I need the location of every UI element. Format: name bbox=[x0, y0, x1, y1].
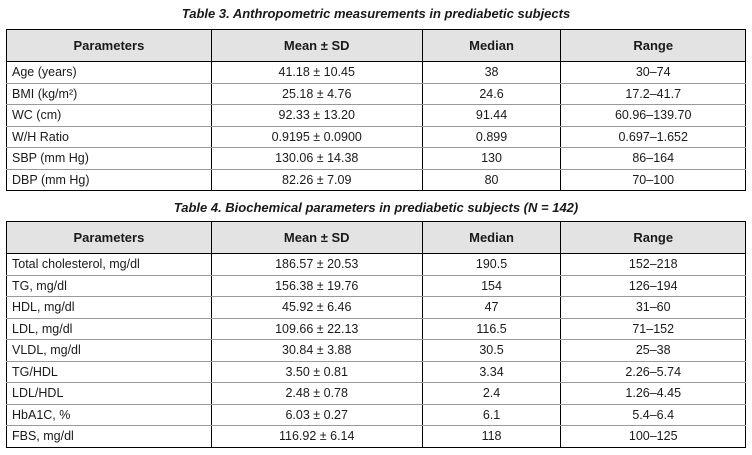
table-row bbox=[7, 126, 746, 148]
table3-header-row bbox=[7, 30, 746, 62]
median-cell: 80 bbox=[422, 169, 561, 191]
table3-header-mean-sd: Mean ± SD bbox=[211, 30, 422, 62]
table-row bbox=[7, 62, 746, 84]
parameter-cell: WC (cm) bbox=[7, 105, 212, 127]
median-cell: 0.899 bbox=[422, 126, 561, 148]
parameter-cell: W/H Ratio bbox=[7, 126, 212, 148]
table-row bbox=[7, 297, 746, 319]
range-cell: 86–164 bbox=[561, 148, 746, 170]
mean-sd-cell: 109.66 ± 22.13 bbox=[211, 318, 422, 340]
range-cell: 71–152 bbox=[561, 318, 746, 340]
table3-header-range: Range bbox=[561, 30, 746, 62]
table-row bbox=[7, 383, 746, 405]
parameter-cell: HbA1C, % bbox=[7, 404, 212, 426]
mean-sd-cell: 3.50 ± 0.81 bbox=[211, 361, 422, 383]
table-row bbox=[7, 105, 746, 127]
table-row bbox=[7, 275, 746, 297]
range-cell: 100–125 bbox=[561, 426, 746, 448]
table4-header-mean-sd: Mean ± SD bbox=[211, 222, 422, 254]
range-cell: 30–74 bbox=[561, 62, 746, 84]
parameter-cell: TG, mg/dl bbox=[7, 275, 212, 297]
table4-header-row bbox=[7, 222, 746, 254]
table-row bbox=[7, 404, 746, 426]
median-cell: 3.34 bbox=[422, 361, 561, 383]
mean-sd-cell: 2.48 ± 0.78 bbox=[211, 383, 422, 405]
mean-sd-cell: 45.92 ± 6.46 bbox=[211, 297, 422, 319]
table4-header-parameters: Parameters bbox=[7, 222, 212, 254]
range-cell: 60.96–139.70 bbox=[561, 105, 746, 127]
parameter-cell: VLDL, mg/dl bbox=[7, 340, 212, 362]
median-cell: 118 bbox=[422, 426, 561, 448]
median-cell: 24.6 bbox=[422, 83, 561, 105]
range-cell: 70–100 bbox=[561, 169, 746, 191]
parameter-cell: SBP (mm Hg) bbox=[7, 148, 212, 170]
parameter-cell: DBP (mm Hg) bbox=[7, 169, 212, 191]
parameter-cell: TG/HDL bbox=[7, 361, 212, 383]
mean-sd-cell: 25.18 ± 4.76 bbox=[211, 83, 422, 105]
parameter-cell: HDL, mg/dl bbox=[7, 297, 212, 319]
range-cell: 2.26–5.74 bbox=[561, 361, 746, 383]
range-cell: 0.697–1.652 bbox=[561, 126, 746, 148]
anthropometric-table bbox=[6, 29, 746, 191]
table-row bbox=[7, 254, 746, 276]
table3-header-median: Median bbox=[422, 30, 561, 62]
table-row bbox=[7, 361, 746, 383]
median-cell: 30.5 bbox=[422, 340, 561, 362]
range-cell: 5.4–6.4 bbox=[561, 404, 746, 426]
table4-header-median: Median bbox=[422, 222, 561, 254]
table-row bbox=[7, 318, 746, 340]
mean-sd-cell: 156.38 ± 19.76 bbox=[211, 275, 422, 297]
median-cell: 190.5 bbox=[422, 254, 561, 276]
median-cell: 91.44 bbox=[422, 105, 561, 127]
median-cell: 2.4 bbox=[422, 383, 561, 405]
mean-sd-cell: 82.26 ± 7.09 bbox=[211, 169, 422, 191]
table-row bbox=[7, 426, 746, 448]
range-cell: 1.26–4.45 bbox=[561, 383, 746, 405]
table4-caption: Table 4. Biochemical parameters in prediabetic subjects (N = 142) bbox=[173, 200, 579, 215]
mean-sd-cell: 130.06 ± 14.38 bbox=[211, 148, 422, 170]
mean-sd-cell: 30.84 ± 3.88 bbox=[211, 340, 422, 362]
mean-sd-cell: 0.9195 ± 0.0900 bbox=[211, 126, 422, 148]
table3-caption: Table 3. Anthropometric measurements in prediabetic subjects bbox=[181, 6, 571, 21]
table3-body bbox=[7, 62, 746, 191]
parameter-cell: BMI (kg/m²) bbox=[7, 83, 212, 105]
table4-body bbox=[7, 254, 746, 448]
median-cell: 154 bbox=[422, 275, 561, 297]
mean-sd-cell: 41.18 ± 10.45 bbox=[211, 62, 422, 84]
table-row bbox=[7, 148, 746, 170]
median-cell: 38 bbox=[422, 62, 561, 84]
range-cell: 17.2–41.7 bbox=[561, 83, 746, 105]
range-cell: 31–60 bbox=[561, 297, 746, 319]
table3-header-parameters: Parameters bbox=[7, 30, 212, 62]
parameter-cell: Age (years) bbox=[7, 62, 212, 84]
mean-sd-cell: 92.33 ± 13.20 bbox=[211, 105, 422, 127]
median-cell: 130 bbox=[422, 148, 561, 170]
range-cell: 126–194 bbox=[561, 275, 746, 297]
biochemical-table bbox=[6, 221, 746, 448]
median-cell: 47 bbox=[422, 297, 561, 319]
range-cell: 25–38 bbox=[561, 340, 746, 362]
parameter-cell: FBS, mg/dl bbox=[7, 426, 212, 448]
parameter-cell: LDL, mg/dl bbox=[7, 318, 212, 340]
mean-sd-cell: 6.03 ± 0.27 bbox=[211, 404, 422, 426]
table-row bbox=[7, 340, 746, 362]
median-cell: 6.1 bbox=[422, 404, 561, 426]
mean-sd-cell: 186.57 ± 20.53 bbox=[211, 254, 422, 276]
parameter-cell: LDL/HDL bbox=[7, 383, 212, 405]
median-cell: 116.5 bbox=[422, 318, 561, 340]
parameter-cell: Total cholesterol, mg/dl bbox=[7, 254, 212, 276]
table-row bbox=[7, 169, 746, 191]
table-row bbox=[7, 83, 746, 105]
range-cell: 152–218 bbox=[561, 254, 746, 276]
mean-sd-cell: 116.92 ± 6.14 bbox=[211, 426, 422, 448]
table4-header-range: Range bbox=[561, 222, 746, 254]
